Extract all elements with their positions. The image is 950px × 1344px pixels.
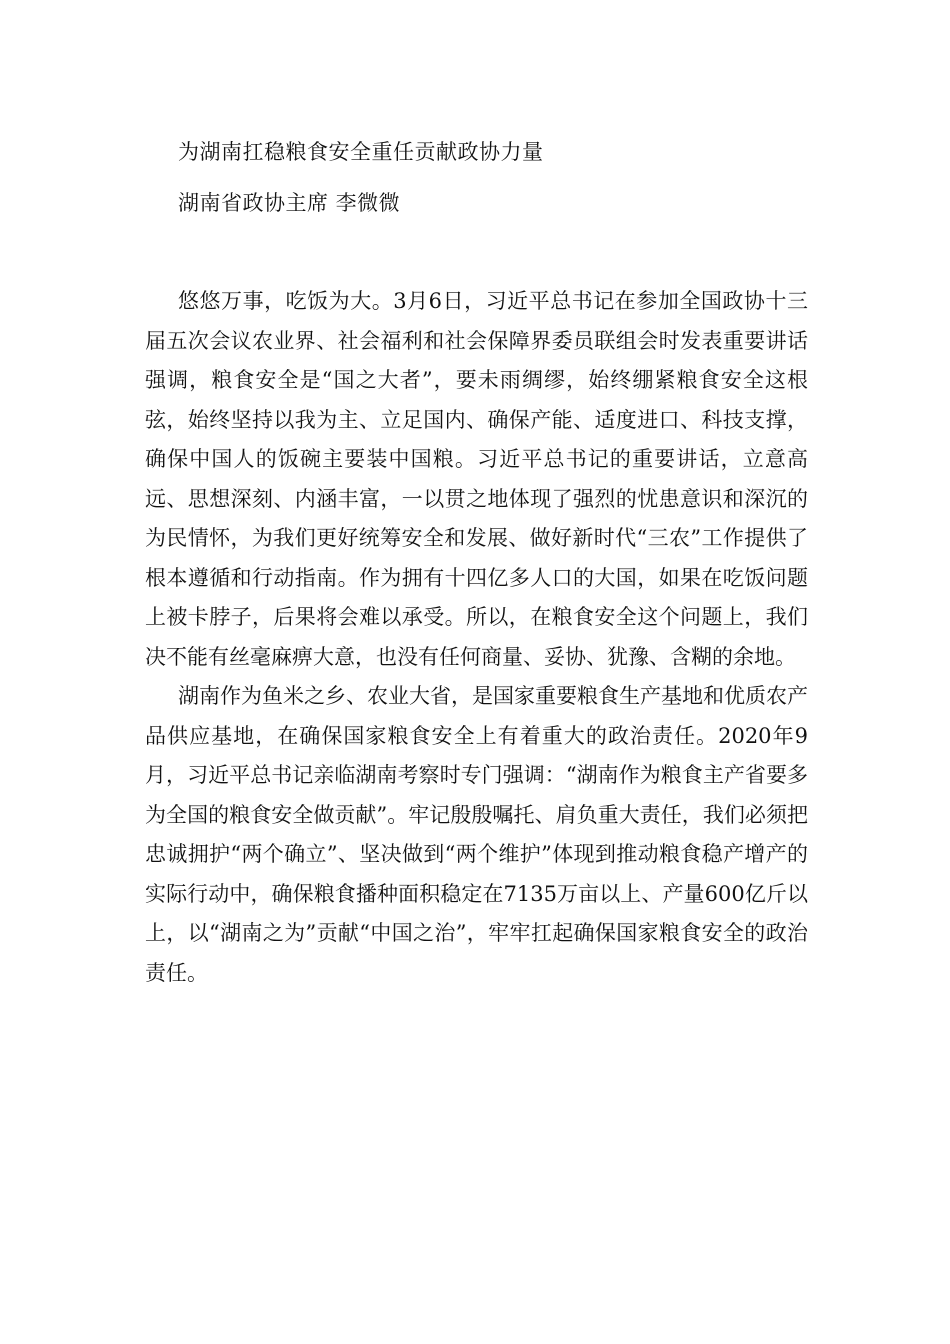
- document-byline: 湖南省政协主席 李微微: [178, 191, 401, 215]
- paragraph: 悠悠万事，吃饭为大。3月6日，习近平总书记在参加全国政协十三届五次会议农业界、社会福利和社会保障界委员联组会时发表重要讲话强调，粮食安全是“国之大者”，要未雨绸缪，始终绷紧粮食安全这根弦，始终坚持以我为主、立足国内、确保产能、适度进口、科技支撑，确保中国人的饭碗主要装中国粮。习近平总书记的重要讲话，立意高远、思想深刻、内涵丰富，一以贯之地体现了强烈的忧患意识和深沉的为民情怀，为我们更好统筹安全和发展、做好新时代“三农”工作提供了根本遵循和行动指南。作为拥有十四亿多人口的大国，如果在吃饭问题上被卡脖子，后果将会难以承受。所以，在粮食安全这个问题上，我们决不能有丝毫麻痹大意，也没有任何商量、妥协、犹豫、含糊的余地。: [145, 289, 808, 669]
- document-body: [145, 282, 808, 993]
- document-title: 为湖南扛稳粮食安全重任贡献政协力量: [178, 140, 544, 164]
- paragraph: 湖南作为鱼米之乡、农业大省，是国家重要粮食生产基地和优质农产品供应基地，在确保国家粮食安全上有着重大的政治责任。2020年9月，习近平总书记亲临湖南考察时专门强调：“湖南作为粮食主产省要多为全国的粮食安全做贡献”。牢记殷殷嘱托、肩负重大责任，我们必须把忠诚拥护“两个确立”、坚决做到“两个维护”体现到推动粮食稳产增产的实际行动中，确保粮食播种面积稳定在7135万亩以上、产量600亿斤以上，以“湖南之为”贡献“中国之治”，牢牢扛起确保国家粮食安全的政治责任。: [145, 684, 808, 985]
